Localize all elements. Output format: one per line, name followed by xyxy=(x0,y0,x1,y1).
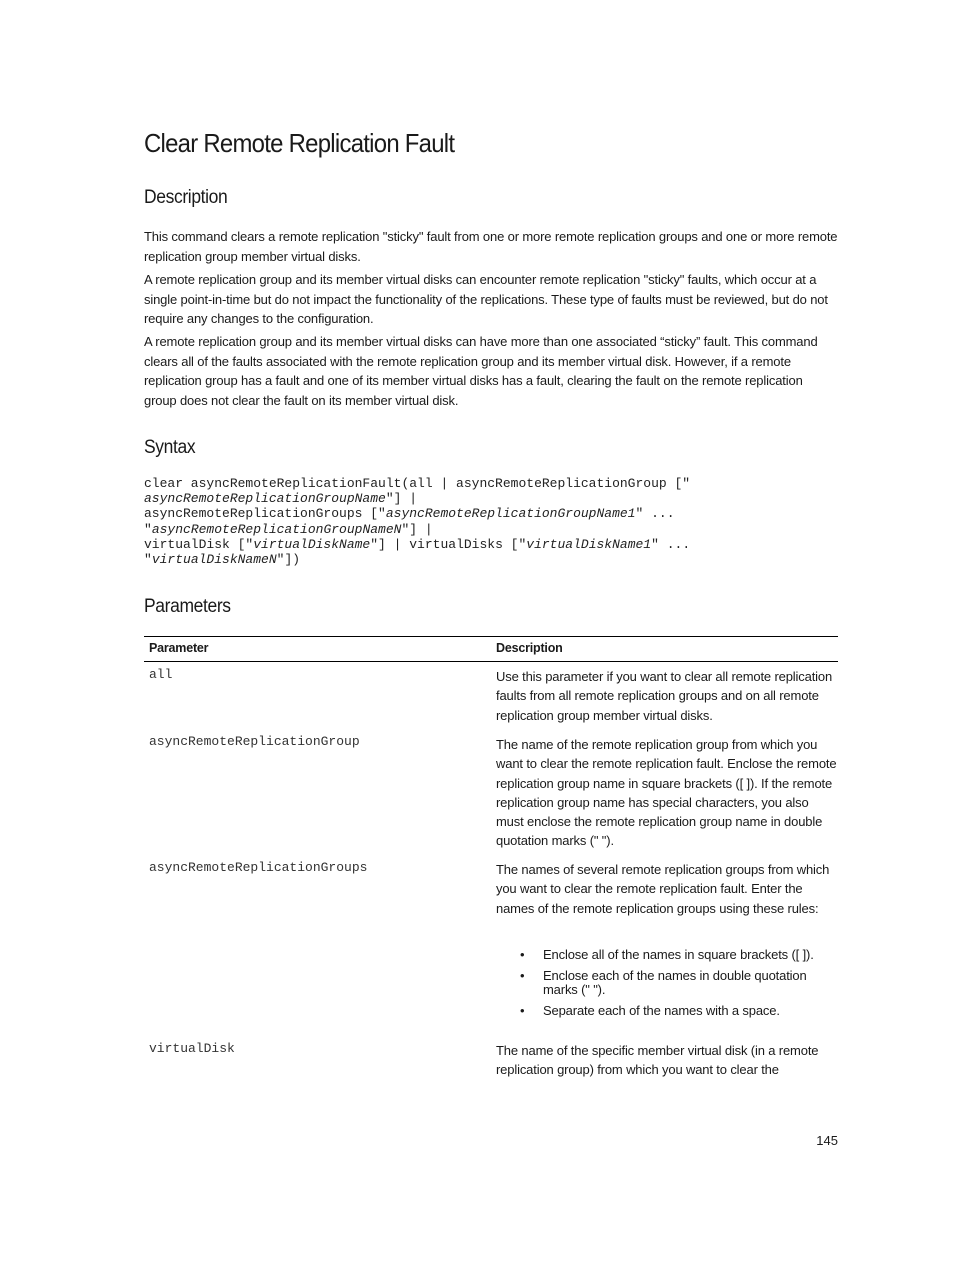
syntax-line xyxy=(144,552,690,567)
table-header-parameter: Parameter xyxy=(149,641,209,655)
param-name-group: asyncRemoteReplicationGroup xyxy=(149,734,360,749)
syntax-line xyxy=(144,522,690,537)
syntax-literal: "]) xyxy=(276,552,301,568)
description-heading: Description xyxy=(144,187,228,208)
syntax-placeholder: virtualDiskName1 xyxy=(526,536,652,552)
syntax-code-block xyxy=(144,476,690,567)
syntax-literal: clear asyncRemoteReplicationFault(all | asyncRemoteReplicationGroup [" xyxy=(144,476,691,491)
syntax-line xyxy=(144,476,690,491)
description-paragraph-2: A remote replication group and its member virtual disks can encounter remote replication "sticky" faults, which occur at a single point-in-time but do not impact the functionality of the replications. These type of faults must be reviewed, but do not require any changes to the configuration. xyxy=(144,272,828,326)
syntax-line xyxy=(144,537,690,552)
syntax-literal: " xyxy=(144,521,152,537)
syntax-literal: " ... xyxy=(635,506,675,522)
bullet-icon: • xyxy=(520,1003,525,1018)
syntax-literal: "] | xyxy=(385,491,418,507)
param-name-groups: asyncRemoteReplicationGroups xyxy=(149,860,368,875)
param-name-virtualdisk: virtualDisk xyxy=(149,1041,235,1056)
parameters-heading: Parameters xyxy=(144,596,231,617)
param-desc-group: The name of the remote replication group from which you want to clear the remote replication fault. Enclose the remote replication group name in square brackets ([ ]). If the remote replication group name has special characters, you also must enclose the remote replication group name in double quotation marks (" "). xyxy=(496,737,837,849)
bullet-icon: • xyxy=(520,968,525,983)
syntax-line xyxy=(144,506,690,521)
description-paragraph-1: This command clears a remote replication "sticky" fault from one or more remote replication groups and one or more remote replication group member virtual disks. xyxy=(144,229,838,264)
description-paragraph-3: A remote replication group and its member virtual disks can have more than one associated “sticky” fault. This command clears all of the faults associated with the remote replication group and its member virtual disk. However, if a remote replication group has a fault and one of its member virtual disks has a fault, clearing the fault on the remote replication group does not clear the fault on its member virtual disk. xyxy=(144,334,818,408)
list-item: • Separate each of the names with a space. xyxy=(520,1003,780,1018)
table-top-rule xyxy=(144,636,838,637)
param-name-all: all xyxy=(149,667,173,682)
table-header-rule xyxy=(144,661,838,662)
page-number: 145 xyxy=(816,1133,838,1148)
rules-list xyxy=(496,948,838,1025)
param-desc-groups: The names of several remote replication groups from which you want to clear the remote replication fault. Enter the names of the remote replication groups using these rules: xyxy=(496,862,830,916)
syntax-literal: asyncRemoteReplicationGroups [" xyxy=(144,506,386,522)
bullet-icon: • xyxy=(520,947,525,962)
syntax-literal: "] | virtualDisks [" xyxy=(370,536,527,552)
syntax-literal: virtualDisk [" xyxy=(144,536,254,552)
syntax-line xyxy=(144,491,690,506)
param-desc-virtualdisk: The name of the specific member virtual disk (in a remote replication group) from which you want to clear the xyxy=(496,1043,819,1078)
page-title: Clear Remote Replication Fault xyxy=(144,128,455,158)
syntax-literal: " xyxy=(144,552,152,568)
list-item: • Enclose each of the names in double quotation marks (" "). xyxy=(520,968,807,997)
syntax-placeholder: virtualDiskName xyxy=(253,536,371,552)
syntax-literal: " ... xyxy=(651,536,691,552)
syntax-placeholder: asyncRemoteReplicationGroupNameN xyxy=(151,521,402,537)
syntax-heading: Syntax xyxy=(144,437,196,458)
list-item: • Enclose all of the names in square brackets ([ ]). xyxy=(520,947,814,962)
param-desc-all: Use this parameter if you want to clear all remote replication faults from all remote replication groups and on all remote replication group member virtual disks. xyxy=(496,669,833,723)
syntax-literal: "] | xyxy=(401,521,433,537)
syntax-placeholder: virtualDiskNameN xyxy=(151,552,277,568)
syntax-placeholder: asyncRemoteReplicationGroupName1 xyxy=(385,506,636,522)
table-header-description: Description xyxy=(496,641,563,655)
syntax-placeholder: asyncRemoteReplicationGroupName xyxy=(144,491,386,507)
